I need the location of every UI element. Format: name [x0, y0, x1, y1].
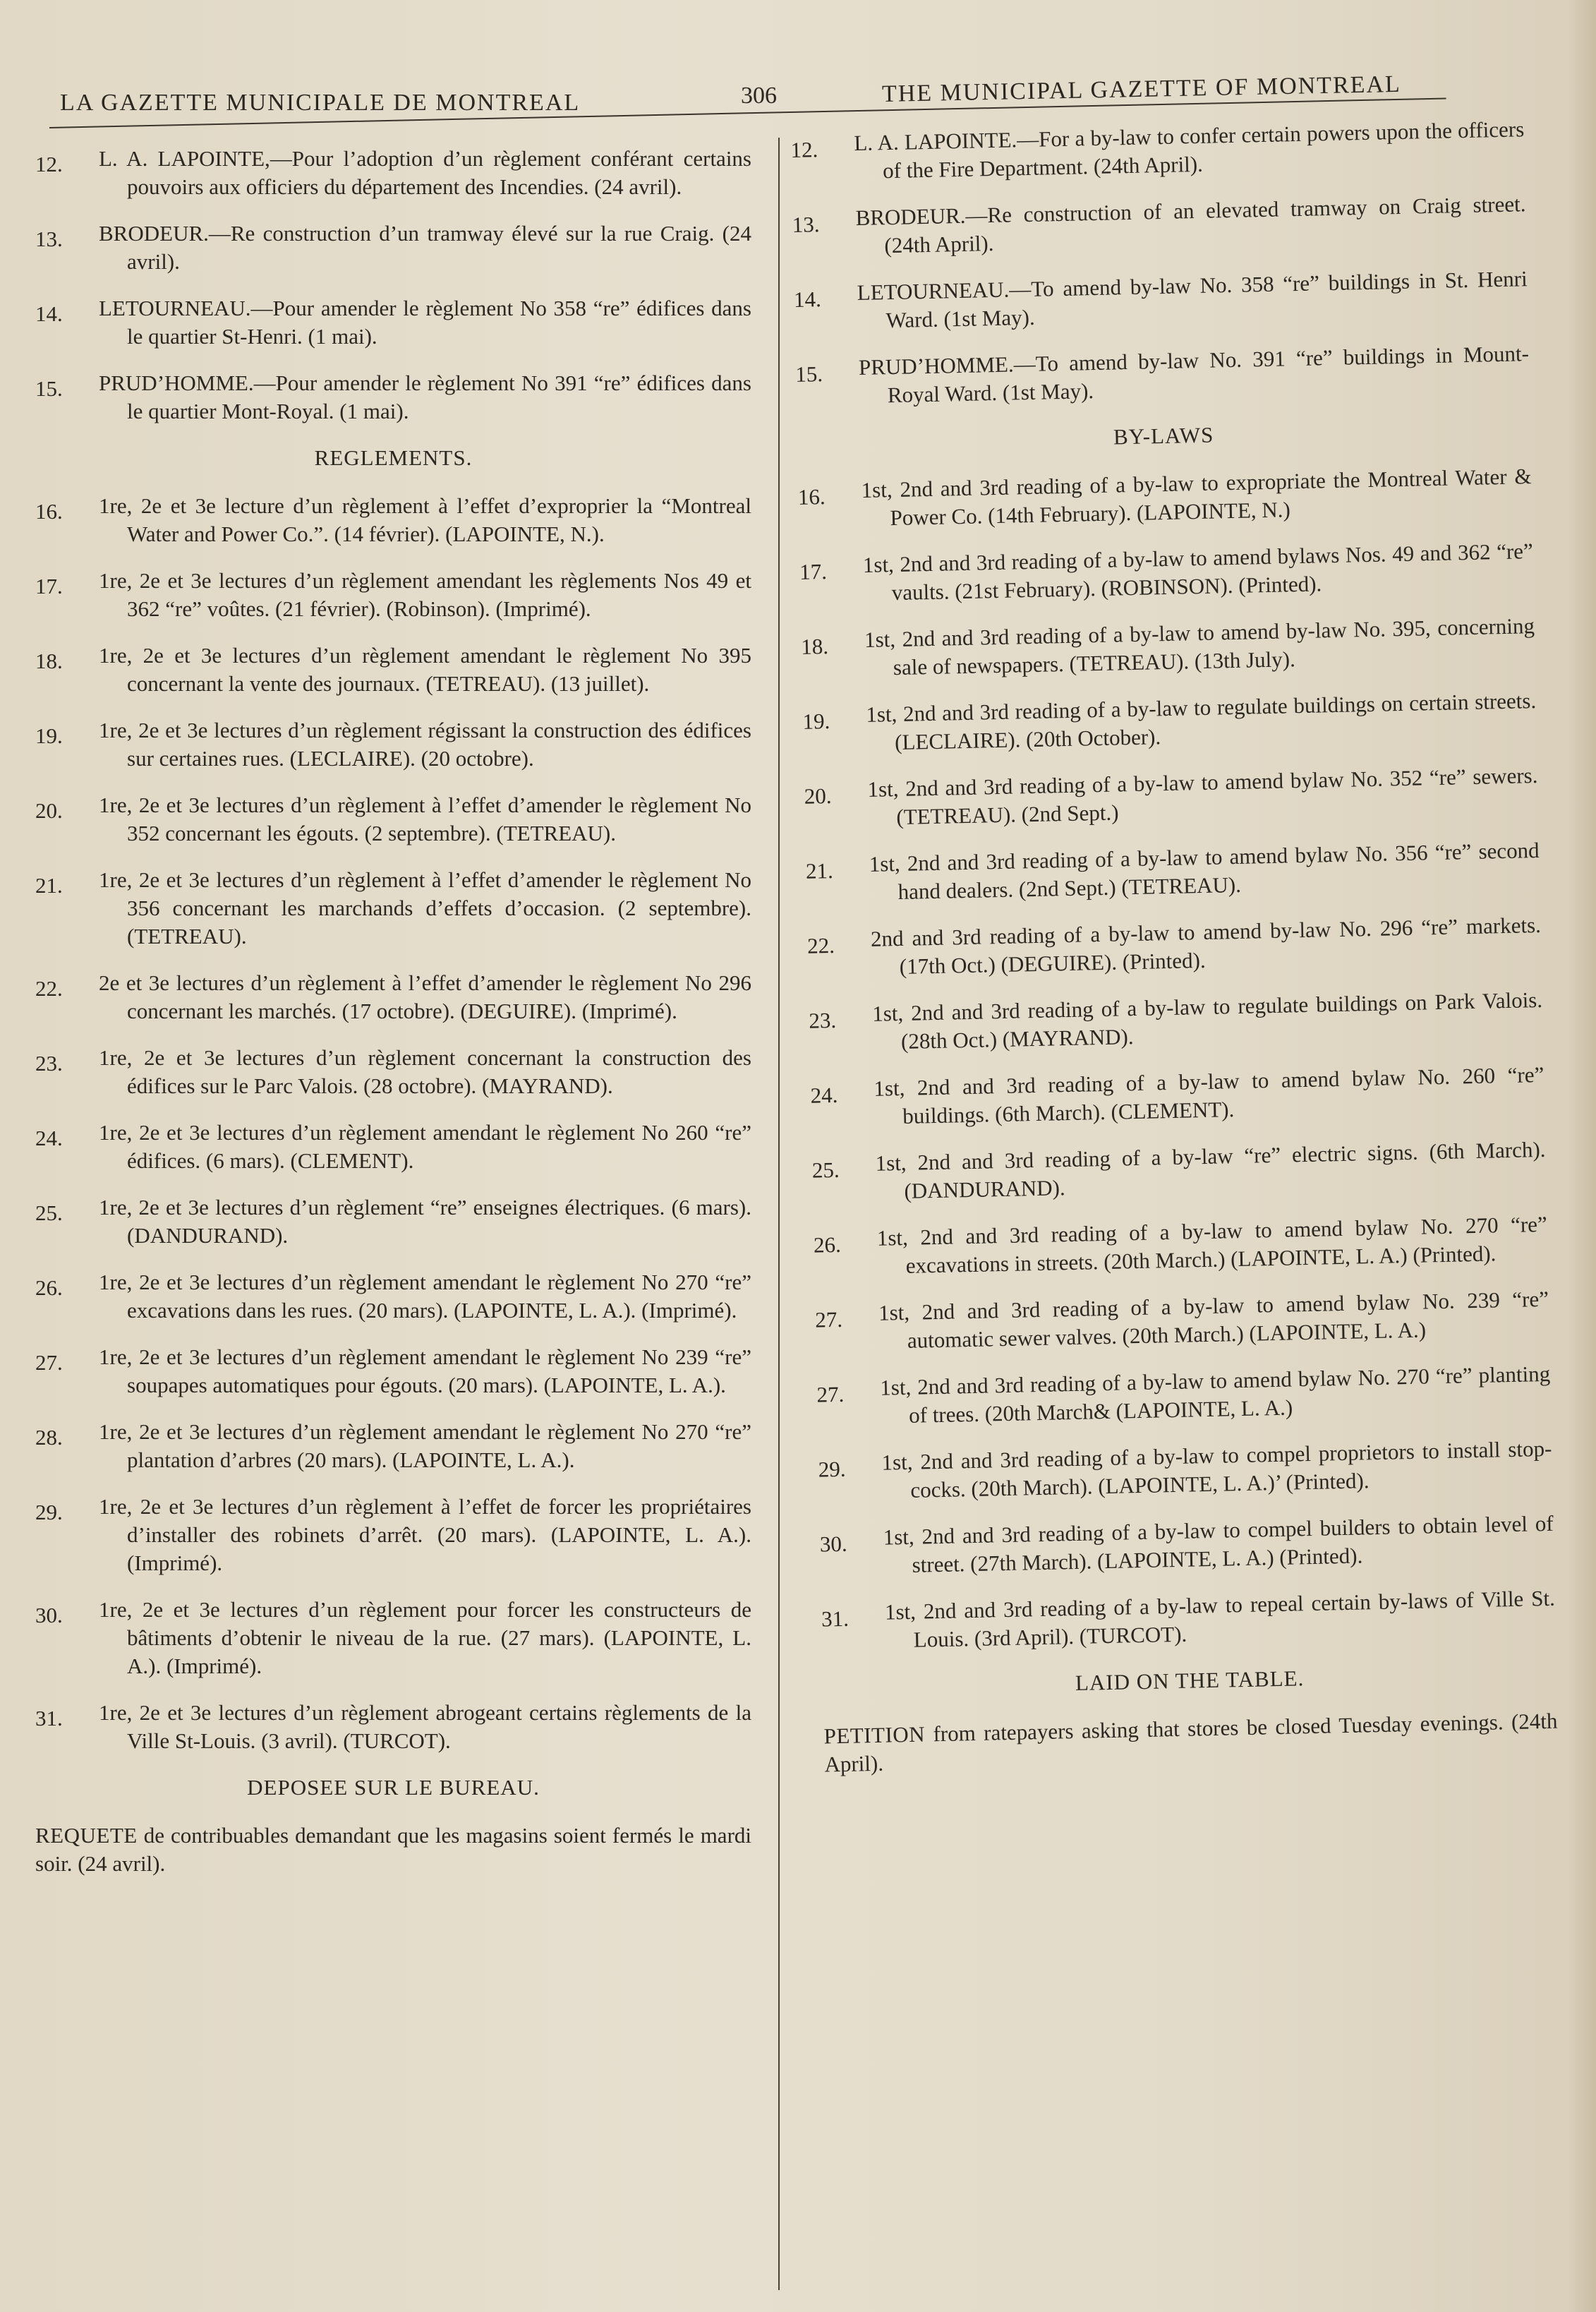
- left-notices: [35, 145, 751, 426]
- list-item: [35, 567, 751, 623]
- item-number: 13.: [35, 227, 63, 251]
- item-number: 14.: [793, 287, 822, 312]
- petition-paragraph: [823, 1707, 1558, 1779]
- list-item: [35, 1493, 751, 1577]
- item-number: 17.: [35, 574, 63, 598]
- list-item: [35, 294, 751, 351]
- list-item: [35, 492, 751, 548]
- item-text: 1re, 2e et 3e lectures d’un règlement à l’effet d’amender le règlement No 356 concernant les marchands d’effets d’occasion. (2 septembre). (TETREAU).: [99, 867, 751, 949]
- item-text: LETOURNEAU.—To amend by-law No. 358 “re” buildings in St. Henri Ward. (1st May).: [857, 266, 1528, 333]
- item-number: 26.: [813, 1232, 842, 1258]
- item-text: 1st, 2nd and 3rd reading of a by-law to repeal certain by-laws of Ville St. Louis. (3rd April). (TURCOT).: [884, 1585, 1556, 1652]
- list-item: [35, 1193, 751, 1250]
- list-item: [35, 1268, 751, 1325]
- item-text: 1re, 2e et 3e lectures d’un règlement régissant la construction des édifices sur certaines rues. (LECLAIRE). (20 octobre).: [99, 718, 751, 771]
- item-text: 1re, 2e et 3e lectures d’un règlement amendant les règlements Nos 49 et 362 “re” voûtes. (21 février). (Robinson). (Imprimé).: [99, 568, 751, 621]
- item-number: 16.: [797, 484, 826, 510]
- item-text: 2e et 3e lectures d’un règlement à l’effet d’amender le règlement No 296 concernant les marchés. (17 octobre). (DEGUIRE). (Imprimé).: [99, 970, 751, 1023]
- item-text: PRUD’HOMME.—Pour amender le règlement No 391 “re” édifices dans le quartier Mont-Royal. (1 mai).: [99, 371, 751, 423]
- list-item: [35, 145, 751, 201]
- right-bylaws: [797, 462, 1556, 1656]
- item-text: 1st, 2nd and 3rd reading of a by-law to amend bylaw No. 352 “re” sewers. (TETREAU). (2nd Sept.): [867, 763, 1538, 830]
- list-item: [810, 1061, 1544, 1133]
- item-text: 1st, 2nd and 3rd reading of a by-law to amend bylaw No. 239 “re” automatic sewer valves. (20th March.) (LAPOINTE, L. A.): [878, 1286, 1549, 1353]
- list-item: [35, 1343, 751, 1399]
- item-number: 12.: [35, 152, 63, 176]
- petition-lead: PETITION: [823, 1721, 926, 1749]
- item-number: 31.: [821, 1606, 850, 1632]
- item-number: 24.: [810, 1082, 838, 1108]
- item-text: 1st, 2nd and 3rd reading of a by-law to regulate buildings on certain streets. (LECLAIRE). (20th October).: [865, 688, 1537, 755]
- list-item: [35, 791, 751, 848]
- item-number: 22.: [35, 976, 63, 1001]
- item-text: 2nd and 3rd reading of a by-law to amend by-law No. 296 “re” markets. (17th Oct.) (DEGUIRE). (Printed).: [870, 912, 1542, 980]
- header-right-title: THE MUNICIPAL GAZETTE OF MONTREAL: [881, 71, 1402, 107]
- item-text: BRODEUR.—Re construction of an elevated tramway on Craig street. (24th April).: [855, 191, 1526, 258]
- item-text: 1re, 2e et 3e lectures d’un règlement pour forcer les constructeurs de bâtiments d’obtenir le niveau de la rue. (27 mars). (LAPOINTE, L. A.). (Imprimé).: [99, 1597, 751, 1678]
- item-number: 19.: [802, 709, 830, 734]
- item-number: 27.: [35, 1350, 63, 1375]
- list-item: [35, 219, 751, 276]
- list-item: [814, 1210, 1548, 1282]
- item-number: 29.: [818, 1456, 846, 1482]
- item-number: 21.: [35, 873, 63, 898]
- item-text: 1re, 2e et 3e lectures d’un règlement à l’effet d’amender le règlement No 352 concernant les égouts. (2 septembre). (TETREAU).: [99, 793, 751, 845]
- item-number: 19.: [35, 723, 63, 748]
- item-number: 13.: [792, 212, 820, 237]
- page-edge-shadow: [1568, 0, 1596, 2312]
- list-item: [811, 1136, 1546, 1208]
- item-number: 30.: [819, 1531, 848, 1557]
- item-number: 15.: [794, 361, 823, 387]
- section-deposee: DEPOSEE SUR LE BUREAU.: [247, 1775, 540, 1800]
- list-item: [809, 986, 1543, 1058]
- item-text: 1re, 2e et 3e lecture d’un règlement à l’effet d’exproprier la “Montreal Water and Power Co.”. (14 février). (LAPOINTE, N.).: [99, 493, 751, 546]
- list-item: [35, 716, 751, 773]
- item-text: 1st, 2nd and 3rd reading of a by-law to amend bylaws Nos. 49 and 362 “re” vaults. (21st February). (ROBINSON). (Printed).: [862, 538, 1534, 606]
- list-item: [35, 969, 751, 1025]
- list-item: [795, 339, 1530, 411]
- item-text: 1st, 2nd and 3rd reading of a by-law to amend bylaw No. 260 “re” buildings. (6th March). (CLEMENT).: [873, 1061, 1544, 1128]
- item-text: 1re, 2e et 3e lectures d’un règlement amendant le règlement No 260 “re” édifices. (6 mars). (CLEMENT).: [99, 1120, 751, 1173]
- requete-text: de contribuables demandant que les magasins soient fermés le mardi soir. (24 avril).: [35, 1823, 752, 1876]
- item-text: 1st, 2nd and 3rd reading of a by-law “re” electric signs. (6th March). (DANDURAND).: [875, 1136, 1546, 1203]
- item-number: 18.: [35, 649, 63, 673]
- item-number: 23.: [809, 1007, 837, 1033]
- list-item: [805, 836, 1540, 908]
- right-notices: [790, 115, 1530, 411]
- list-item: [821, 1584, 1556, 1656]
- item-number: 23.: [35, 1051, 63, 1076]
- requete-lead: REQUETE: [35, 1823, 138, 1848]
- item-text: L. A. LAPOINTE.—For a by-law to confer certain powers upon the officers of the Fire Department. (24th April).: [854, 116, 1525, 183]
- item-text: 1st, 2nd and 3rd reading of a by-law to amend bylaw No. 270 “re” excavations in streets. (20th March.) (LAPOINTE, L. A.) (Printed).: [876, 1211, 1548, 1278]
- item-text: 1re, 2e et 3e lectures d’un règlement abrogeant certains règlements de la Ville St-Louis. (3 avril). (TURCOT).: [99, 1700, 751, 1753]
- item-text: 1st, 2nd and 3rd reading of a by-law to amend bylaw No. 356 “re” second hand dealers. (2nd Sept.) (TETREAU).: [869, 837, 1540, 905]
- item-text: 1re, 2e et 3e lectures d’un règlement amendant le règlement No 395 concernant la vente des journaux. (TETREAU). (13 juillet).: [99, 643, 751, 696]
- list-item: [804, 761, 1538, 833]
- item-number: 28.: [35, 1425, 63, 1450]
- english-column: [790, 115, 1559, 1793]
- item-text: 1re, 2e et 3e lectures d’un règlement à l’effet de forcer les propriétaires d’installer des robinets d’arrêt. (20 mars). (LAPOINTE, L. A.). (Imprimé).: [99, 1494, 751, 1575]
- section-laid: LAID ON THE TABLE.: [1075, 1666, 1305, 1696]
- french-column: [35, 145, 751, 1892]
- item-text: 1re, 2e et 3e lectures d’un règlement “re” enseignes électriques. (6 mars). (DANDURAND).: [99, 1195, 751, 1248]
- item-text: 1re, 2e et 3e lectures d’un règlement amendant le règlement No 239 “re” soupapes automatiques pour égouts. (20 mars). (LAPOINTE, L. A.).: [99, 1344, 751, 1397]
- list-item: [816, 1360, 1551, 1432]
- item-number: 21.: [805, 857, 834, 884]
- item-number: 15.: [35, 376, 63, 401]
- item-number: 20.: [35, 798, 63, 823]
- list-item: [35, 1044, 751, 1100]
- list-item: [819, 1510, 1554, 1582]
- item-text: 1st, 2nd and 3rd reading of a by-law to compel builders to obtain level of street. (27th March). (LAPOINTE, L. A.) (Printed).: [883, 1510, 1554, 1577]
- list-item: [815, 1285, 1549, 1357]
- item-number: 24.: [35, 1126, 63, 1150]
- item-text: 1st, 2nd and 3rd reading of a by-law to expropriate the Montreal Water & Power Co. (14th February). (LAPOINTE, N.): [861, 464, 1532, 531]
- item-number: 30.: [35, 1603, 63, 1627]
- item-number: 27.: [816, 1381, 845, 1407]
- list-item: [35, 642, 751, 698]
- list-item: [797, 462, 1532, 534]
- item-text: 1st, 2nd and 3rd reading of a by-law to amend bylaw No. 270 “re” planting of trees. (20th March& (LAPOINTE, L. A.): [879, 1361, 1551, 1428]
- list-item: [35, 1596, 751, 1680]
- column-divider: [778, 138, 780, 2290]
- list-item: [818, 1435, 1552, 1507]
- item-text: PRUD’HOMME.—To amend by-law No. 391 “re” buildings in Mount-Royal Ward. (1st May).: [858, 341, 1530, 408]
- item-number: 20.: [804, 783, 832, 809]
- item-text: 1st, 2nd and 3rd reading of a by-law to compel proprietors to install stop-cocks. (20th March). (LAPOINTE, L. A.)’ (Printed).: [881, 1435, 1552, 1503]
- item-text: 1re, 2e et 3e lectures d’un règlement amendant le règlement No 270 “re” plantation d’arbres (20 mars). (LAPOINTE, L. A.).: [99, 1419, 751, 1472]
- item-number: 22.: [806, 932, 835, 958]
- list-item: [35, 369, 751, 426]
- list-item: [35, 1119, 751, 1175]
- list-item: [792, 190, 1526, 262]
- page-number: 306: [741, 83, 777, 109]
- item-number: 18.: [800, 634, 829, 659]
- item-number: 27.: [814, 1306, 843, 1332]
- item-number: 17.: [799, 559, 828, 584]
- list-item: [799, 537, 1534, 609]
- item-text: LETOURNEAU.—Pour amender le règlement No 358 “re” édifices dans le quartier St-Henri. (1 mai).: [99, 296, 751, 349]
- item-number: 14.: [35, 301, 63, 326]
- list-item: [807, 911, 1542, 983]
- item-text: BRODEUR.—Re construction d’un tramway élevé sur la rue Craig. (24 avril).: [99, 221, 751, 274]
- item-number: 25.: [35, 1200, 63, 1225]
- item-text: 1st, 2nd and 3rd reading of a by-law to amend by-law No. 395, concerning sale of newspapers. (TETREAU). (13th July).: [864, 613, 1535, 680]
- item-text: L. A. LAPOINTE,—Pour l’adoption d’un règlement conférant certains pouvoirs aux officiers du département des Incendies. (24 avril).: [99, 146, 751, 199]
- item-text: 1re, 2e et 3e lectures d’un règlement amendant le règlement No 270 “re” excavations dans les rues. (20 mars). (LAPOINTE, L. A.). (Imprimé).: [99, 1270, 751, 1323]
- list-item: [35, 866, 751, 951]
- item-text: 1re, 2e et 3e lectures d’un règlement concernant la construction des édifices sur le Parc Valois. (28 octobre). (MAYRAND).: [99, 1045, 751, 1098]
- left-reglements: [35, 492, 751, 1755]
- header-left-title: LA GAZETTE MUNICIPALE DE MONTREAL: [60, 90, 581, 116]
- list-item: [35, 1418, 751, 1474]
- requete-paragraph: [35, 1822, 751, 1878]
- item-number: 26.: [35, 1275, 63, 1300]
- list-item: [801, 612, 1535, 684]
- section-bylaws: BY-LAWS: [1113, 422, 1214, 450]
- list-item: [802, 687, 1537, 759]
- list-item: [793, 265, 1528, 337]
- section-reglements: REGLEMENTS.: [314, 445, 473, 470]
- item-number: 16.: [35, 499, 63, 524]
- item-number: 12.: [790, 137, 818, 162]
- item-number: 31.: [35, 1706, 63, 1730]
- item-number: 29.: [35, 1500, 63, 1524]
- item-text: 1st, 2nd and 3rd reading of a by-law to regulate buildings on Park Valois. (28th Oct.) (MAYRAND).: [871, 987, 1543, 1054]
- item-number: 25.: [811, 1157, 840, 1183]
- petition-text: from ratepayers asking that stores be closed Tuesday evenings. (24th April).: [824, 1708, 1558, 1777]
- list-item: [35, 1699, 751, 1755]
